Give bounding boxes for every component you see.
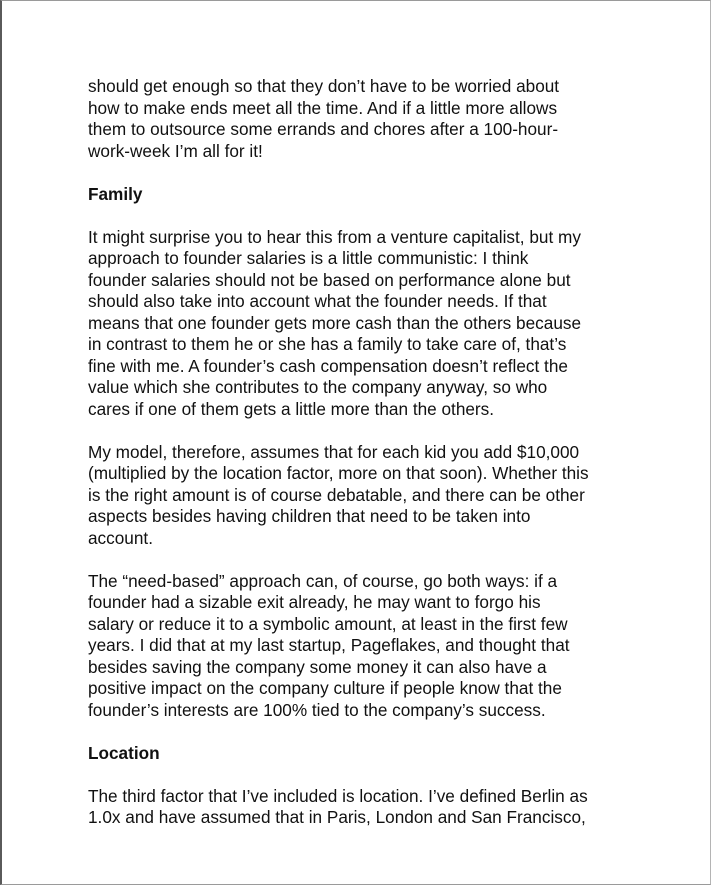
text-line: years. I did that at my last startup, Pageflakes, and thought that <box>88 635 570 655</box>
text-line: founder salaries should not be based on performance alone but <box>88 269 571 290</box>
text-line: value which she contributes to the company anyway, so who <box>88 377 548 397</box>
text-line: in contrast to them he or she has a family to take care of, that’s <box>88 334 567 354</box>
text-line: approach to founder salaries is a little communistic: I think <box>88 248 529 268</box>
text-line: (multiplied by the location factor, more on that soon). Whether this <box>88 463 589 483</box>
text-line: means that one founder gets more cash than the others because <box>88 312 582 333</box>
paragraph-continued <box>88 76 648 162</box>
text-line: besides saving the company some money it can also have a <box>88 656 547 677</box>
paragraph-location <box>88 786 648 829</box>
text-line: The third factor that I’ve included is location. I’ve defined Berlin as <box>88 785 588 806</box>
text-line: 1.0x and have assumed that in Paris, London and San Francisco, <box>88 807 586 827</box>
text-line: should get enough so that they don’t have to be worried about <box>88 76 560 96</box>
text-line: work-week I’m all for it! <box>88 140 263 161</box>
text-line: My model, therefore, assumes that for each kid you add $10,000 <box>88 441 580 462</box>
paragraph-model <box>88 442 648 550</box>
text-line: fine with me. A founder’s cash compensation doesn’t reflect the <box>88 355 568 376</box>
text-line: founder had a sizable exit already, he may want to forgo his <box>88 592 541 612</box>
text-line: how to make ends meet all the time. And if a little more allows <box>88 97 558 118</box>
text-line: aspects besides having children that need to be taken into <box>88 506 531 526</box>
page-body <box>88 76 648 850</box>
paragraph-need-based <box>88 571 648 722</box>
text-line: account. <box>88 527 153 548</box>
text-line: positive impact on the company culture if people know that the <box>88 678 562 698</box>
text-line: should also take into account what the founder needs. If that <box>88 291 547 311</box>
text-line: founder’s interests are 100% tied to the company’s success. <box>88 699 546 720</box>
text-line: is the right amount is of course debatable, and there can be other <box>88 484 585 505</box>
section-heading-location: Location <box>88 742 160 763</box>
section-heading-family: Family <box>88 183 143 204</box>
text-line: cares if one of them gets a little more than the others. <box>88 398 495 419</box>
text-line: It might surprise you to hear this from a venture capitalist, but my <box>88 226 581 247</box>
text-line: The “need-based” approach can, of course, go both ways: if a <box>88 570 558 591</box>
text-line: salary or reduce it to a symbolic amount, at least in the first few <box>88 613 568 634</box>
text-line: them to outsource some errands and chores after a 100-hour- <box>88 119 559 139</box>
paragraph-family-intro <box>88 227 648 421</box>
